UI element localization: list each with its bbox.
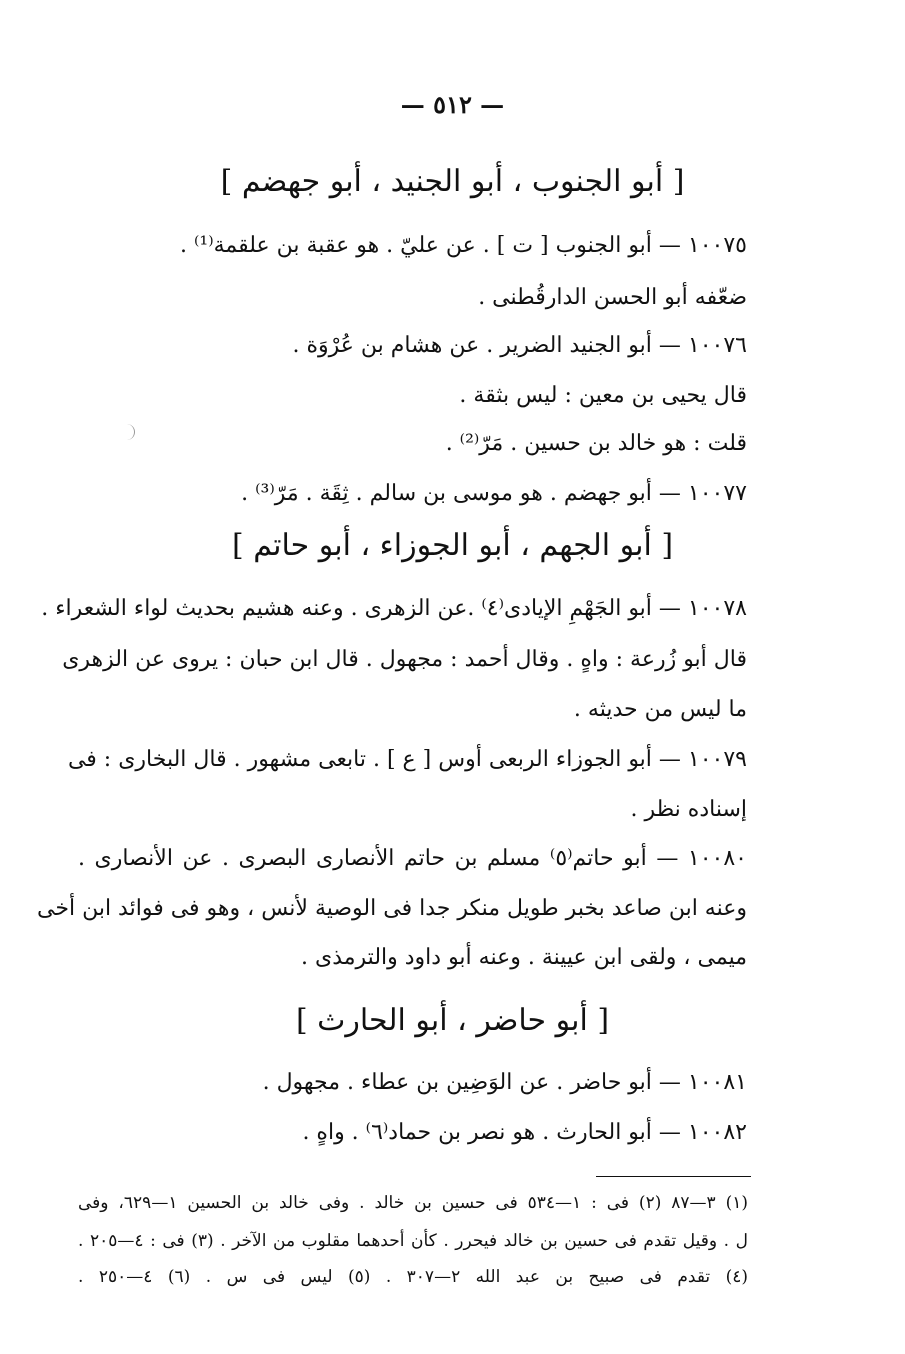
entry-line: ميمى ، ولقى ابن عيينة . وعنه أبو داود والترمذى . (301, 945, 747, 970)
entry-line: ما ليس من حديثه . (573, 697, 747, 722)
footnote-separator (596, 1176, 751, 1177)
entry-line: ١٠٠٨٢ — أبو الحارث . هو نصر بن حماد⁽٦⁾ . واهٍ . (302, 1120, 747, 1145)
entry-line: ضعّفه أبو الحسن الدارقُطنى . (478, 285, 747, 310)
section-heading: [ أبو حاضر ، أبو الحارث ] (295, 1003, 610, 1038)
entry-line: قلت : هو خالد بن حسين . مَرّ⁽²⁾ . (445, 431, 747, 456)
entry-line: ١٠٠٧٨ — أبو الجَهْمِ الإيادى⁽٤⁾ .عن الزهرى . وعنه هشيم بحديث لواء الشعراء . (41, 596, 747, 621)
entry-line: ١٠٠٧٥ — أبو الجنوب [ ت ] . عن عليّ . هو عقبة بن علقمة⁽¹⁾ . (179, 233, 747, 258)
entry-line: قال أبو زُرعة : واهٍ . وقال أحمد : مجهول . قال ابن حبان : يروى عن الزهرى (62, 647, 747, 672)
entry-line: ١٠٠٧٩ — أبو الجوزاء الربعى أوس [ ع ] . تابعى مشهور . قال البخارى : فى (67, 747, 747, 772)
page-number: — ٥١٢ — (400, 90, 505, 119)
footnote-line: (٤) تقدم فى صبيح بن عبد الله ٢—٣٠٧ . (٥) ليس فى س . (٦) ٤—٢٥٠ . (78, 1267, 749, 1287)
entry-line: قال يحيى بن معين : ليس بثقة . (459, 383, 747, 408)
section-heading: [ أبو الجهم ، أبو الجوزاء ، أبو حاتم ] (231, 528, 674, 563)
entry-line: ١٠٠٨١ — أبو حاضر . عن الوَضِين بن عطاء . مجهول . (262, 1070, 747, 1095)
entry-line: ١٠٠٧٧ — أبو جهضم . هو موسى بن سالم . ثِقَة . مَرّ⁽³⁾ . (241, 481, 747, 506)
section-heading: [ أبو الجنوب ، أبو الجنيد ، أبو جهضم ] (220, 164, 685, 199)
entry-line: ١٠٠٧٦ — أبو الجنيد الضرير . عن هشام بن عُرْوَة . (292, 333, 747, 358)
pencil-mark (122, 424, 135, 440)
entry-line: ١٠٠٨٠ — أبو حاتم⁽٥⁾ مسلم بن حاتم الأنصارى البصرى . عن الأنصارى . (78, 846, 747, 871)
entry-line: وعنه ابن صاعد بخبر طويل منكر جدا فى الوصية لأنس ، وهو فى فوائد ابن أخى (37, 896, 747, 921)
entry-line: إسناده نظر . (630, 797, 747, 822)
footnote-line: ل . وقيل تقدم فى حسين بن خالد فيحرر . كأن أحدهما مقلوب من الآخر . (٣) فى : ٤—٢٠٥ . (78, 1231, 748, 1251)
footnote-line: (١) ٣—٨٧ (٢) فى : ١—٥٣٤ فى حسين بن خالد . وفى خالد بن الحسين ١—٦٢٩، وفى (78, 1193, 748, 1213)
